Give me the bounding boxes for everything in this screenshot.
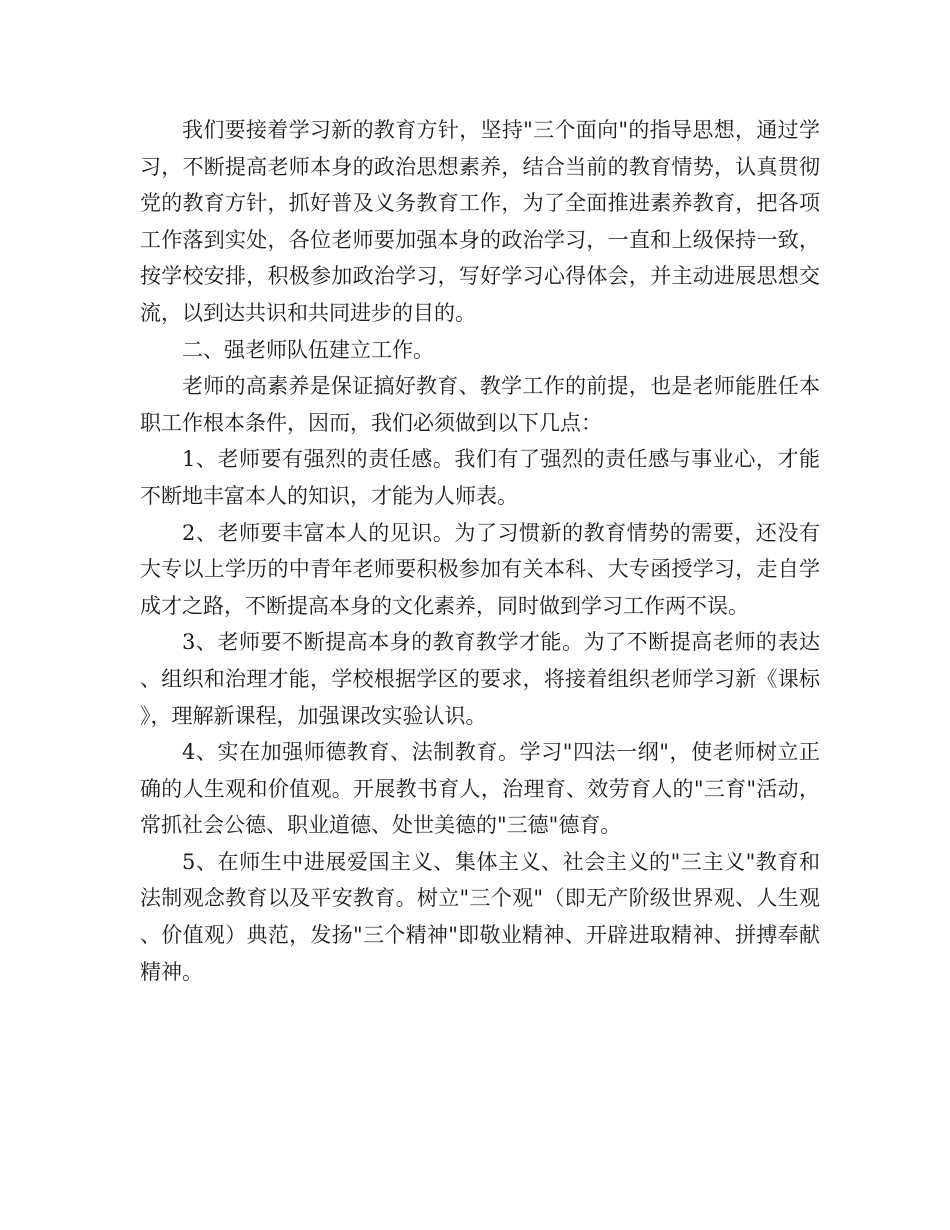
list-item-ethics-education: 4、实在加强师德教育、法制教育。学习"四法一纲"，使老师树立正确的人生观和价值观。开展教书育人，治理育、效劳育人的"三育"活动，常抓社会公德、职业道德、处世美德的"三德"德育。 [140,740,820,838]
paragraph-teacher-quality: 老师的高素养是保证搞好教育、教学工作的前提，也是老师能胜任本职工作根本条件，因而，我们必须做到以下几点： [140,374,820,435]
list-item-responsibility: 1、老师要有强烈的责任感。我们有了强烈的责任感与事业心，才能不断地丰富本人的知识，才能为人师表。 [140,447,820,508]
document-body [140,112,820,990]
paragraph-political-study: 我们要接着学习新的教育方针，坚持"三个面向"的指导思想，通过学习，不断提高老师本身的政治思想素养，结合当前的教育情势，认真贯彻党的教育方针，抓好普及义务教育工作，为了全面推进素养教育，把各项工作落到实处，各位老师要加强本身的政治学习，一直和上级保持一致，按学校安排，积极参加政治学习，写好学习心得体会，并主动进展思想交流，以到达共识和共同进步的目的。 [140,118,820,325]
section-heading-teacher-team: 二、强老师队伍建立工作。 [182,337,434,362]
list-item-knowledge: 2、老师要丰富本人的见识。为了习惯新的教育情势的需要，还没有大专以上学历的中青年老师要积极参加有关本科、大专函授学习，走自学成才之路，不断提高本身的文化素养，同时做到学习工作两不误。 [140,520,820,618]
list-item-patriotism-education: 5、在师生中进展爱国主义、集体主义、社会主义的"三主义"教育和法制观念教育以及平安教育。树立"三个观"（即无产阶级世界观、人生观、价值观）典范，发扬"三个精神"即敬业精神、开辟进取精神、拼搏奉献精神。 [140,849,820,984]
list-item-teaching-ability: 3、老师要不断提高本身的教育教学才能。为了不断提高老师的表达、组织和治理才能，学校根据学区的要求，将接着组织老师学习新《课标》，理解新课程，加强课改实验认识。 [140,630,820,728]
